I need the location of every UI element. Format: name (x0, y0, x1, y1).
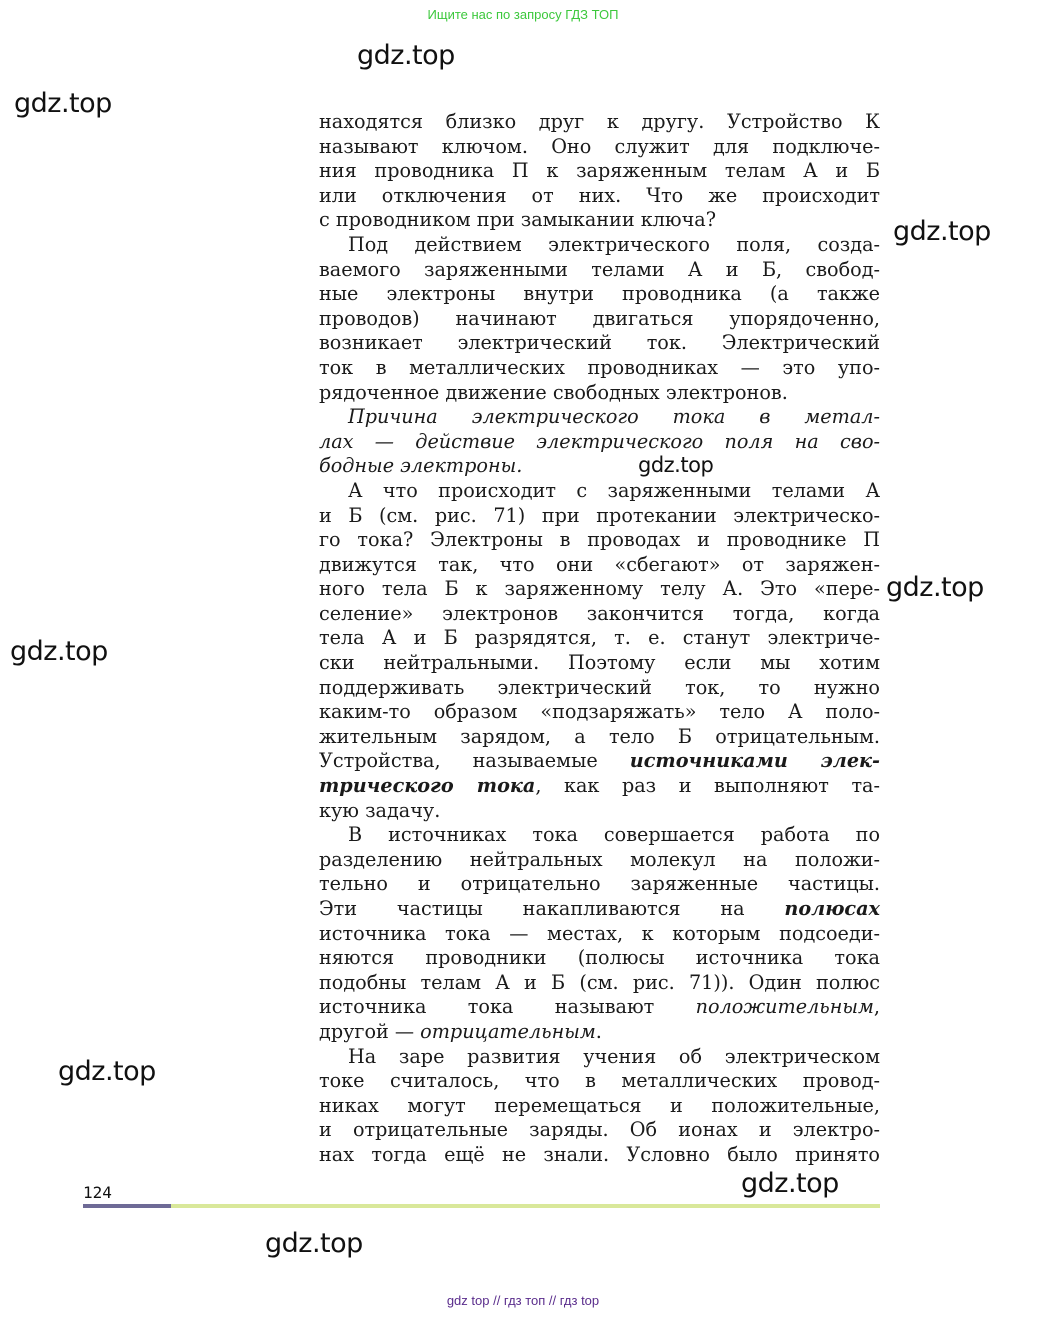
term-italic: отрицательным (420, 1019, 596, 1043)
text-run: Устройства, называемые (319, 749, 630, 773)
text-line: ния проводника П к заряженным телам А и Б (319, 159, 880, 183)
text-line: или отключения от них. Что же происходит (319, 183, 880, 207)
text-line: поддерживать электрический ток, то нужно (319, 675, 880, 699)
watermark: gdz.top (10, 636, 108, 667)
text-run: Эти частицы накапливаются на (319, 897, 785, 920)
text-line: токе считалось, что в металлических провод- (319, 1069, 880, 1093)
watermark: gdz.top (58, 1056, 156, 1087)
text-run: , (873, 995, 880, 1019)
text-line: нах тогда ещё не знали. Условно было принято (319, 1142, 880, 1166)
text-line: Под действием электрического поля, созда- (348, 232, 880, 256)
footer-links[interactable]: gdz top // гдз топ // гдз top (446, 1293, 600, 1308)
term-emphasis: источниками элек- (629, 749, 880, 773)
text-line: каким-то образом «подзаряжать» тело А поло- (319, 700, 880, 724)
text-line: с проводником при замыкании ключа? (319, 208, 717, 232)
page-number: 124 (83, 1183, 112, 1202)
text-line: находятся близко друг к другу. Устройство К (319, 110, 880, 133)
text-line: селение» электронов закончится тогда, когда (319, 601, 880, 625)
term-italic: положительным (695, 995, 874, 1019)
text-line: тела А и Б разрядятся, т. е. станут электриче- (319, 626, 880, 650)
text-run: , как раз и выполняют та- (535, 774, 880, 798)
text-line: ваемого заряженными телами А и Б, свобод- (319, 257, 880, 281)
text-line: разделению нейтральных молекул на положи- (319, 847, 880, 871)
term-emphasis: полюсах (784, 897, 880, 920)
watermark: gdz.top (14, 88, 112, 119)
divider-bar-light (171, 1204, 880, 1208)
text-line: возникает электрический ток. Электрический (319, 331, 880, 355)
text-line: называют ключом. Оно служит для подключе- (319, 134, 880, 158)
watermark: gdz.top (265, 1228, 363, 1259)
watermark: gdz.top (638, 453, 714, 477)
page-body (319, 110, 880, 1168)
text-run: другой — (319, 1019, 421, 1043)
text-line: В источниках тока совершается работа по (348, 823, 880, 847)
italic-definition-line: лах — действие электрического поля на сво- (319, 429, 880, 453)
divider-bar-dark (83, 1204, 171, 1208)
text-line: жительным зарядом, а тело Б отрицательным. (319, 724, 880, 748)
text-line: рядоченное движение свободных электронов. (319, 380, 788, 404)
text-line: ного тела Б к заряженному телу А. Это «пере- (319, 577, 880, 601)
text-line-mixed (319, 774, 880, 799)
text-line: А что происходит с заряженными телами А (348, 478, 880, 502)
text-line: движутся так, что они «сбегают» от заряжен- (319, 552, 880, 576)
text-line: тельно и отрицательно заряженные частицы. (319, 872, 880, 896)
text-line: кую задачу. (319, 798, 441, 822)
text-line: го тока? Электроны в проводах и проводнике П (319, 528, 880, 552)
text-line-mixed (319, 995, 880, 1020)
term-emphasis: трического тока (319, 774, 536, 798)
text-line: подобны телам А и Б (см. рис. 71)). Один полюс (319, 970, 880, 994)
text-line-mixed (319, 897, 880, 922)
text-line: и Б (см. рис. 71) при протекании электрическо- (319, 503, 880, 527)
text-line: источника тока — местах, к которым подсоеди- (319, 921, 880, 945)
text-line-mixed (319, 749, 880, 774)
text-line: ток в металлических проводниках — это упо- (319, 355, 880, 379)
text-line: и отрицательные заряды. Об ионах и электро- (319, 1118, 880, 1142)
text-line: няются проводники (полюсы источника тока (319, 946, 880, 970)
text-line: проводов) начинают двигаться упорядоченно, (319, 306, 880, 330)
watermark: gdz.top (893, 216, 991, 247)
text-line: ные электроны внутри проводника (а также (319, 282, 880, 306)
italic-definition-line: Причина электрического тока в метал- (348, 405, 880, 429)
watermark: gdz.top (357, 40, 455, 71)
text-line: никах могут перемещаться и положительные, (319, 1093, 880, 1117)
watermark: gdz.top (741, 1168, 839, 1199)
text-line: ски нейтральными. Поэтому если мы хотим (319, 651, 880, 675)
watermark: gdz.top (886, 572, 984, 603)
top-banner[interactable]: Ищите нас по запросу ГДЗ ТОП (427, 7, 619, 22)
text-run: источника тока называют (319, 995, 696, 1019)
text-line: На заре развития учения об электрическом (348, 1044, 880, 1068)
text-run: . (595, 1019, 602, 1043)
text-line-mixed (319, 1020, 880, 1045)
italic-definition-line: бодные электроны. (319, 454, 523, 478)
